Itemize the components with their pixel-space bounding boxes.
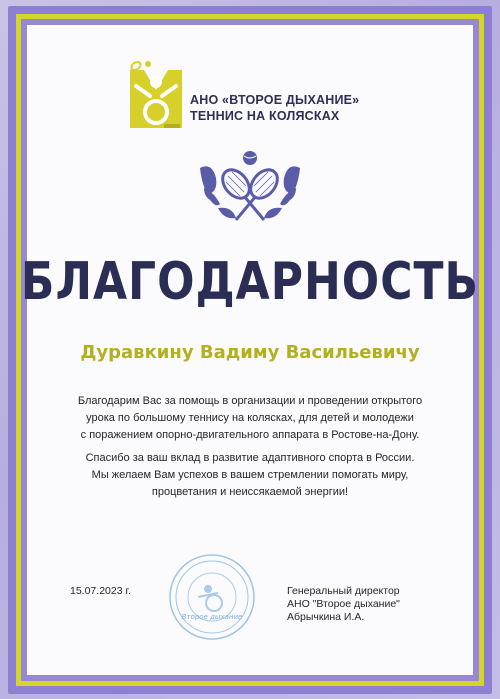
certificate-title: БЛАГОДАРНОСТЬ	[20, 252, 480, 313]
issue-date: 15.07.2023 г.	[70, 585, 131, 597]
gratitude-line: урока по большому теннису на колясках, для детей и молодежи	[86, 412, 414, 424]
org-name-line-1: АНО «ВТОРОЕ ДЫХАНИЕ»	[190, 93, 360, 107]
gratitude-line: с поражением опорно-двигательного аппарата в Ростове-на-Дону.	[80, 429, 420, 441]
wishes-line: Мы желаем Вам успехов в вашем стремлении помогать миру,	[91, 469, 409, 481]
organization-stamp-icon	[168, 553, 256, 641]
wishes-line: процветания и неиссякаемой энергии!	[151, 486, 349, 498]
wishes-line: Спасибо за ваш вклад в развитие адаптивного спорта в России.	[85, 452, 415, 464]
signatory-title: Генеральный директор	[287, 585, 400, 597]
organization-logo-icon	[126, 60, 186, 130]
signatory-block	[287, 585, 400, 624]
stamp-text: Второе дыхание	[181, 613, 243, 621]
gratitude-paragraph	[40, 393, 460, 444]
signatory-name: Абрычкина И.А.	[287, 611, 365, 623]
signatory-org: АНО "Второе дыхание"	[287, 598, 400, 610]
gratitude-line: Благодарим Вас за помощь в организации и проведении открытого	[77, 395, 423, 407]
tennis-rackets-emblem-icon	[198, 148, 302, 230]
org-name-line-2: ТЕННИС НА КОЛЯСКАХ	[190, 109, 340, 123]
wishes-paragraph	[40, 450, 460, 501]
recipient-name: Дуравкину Вадиму Васильевичу	[80, 342, 420, 363]
